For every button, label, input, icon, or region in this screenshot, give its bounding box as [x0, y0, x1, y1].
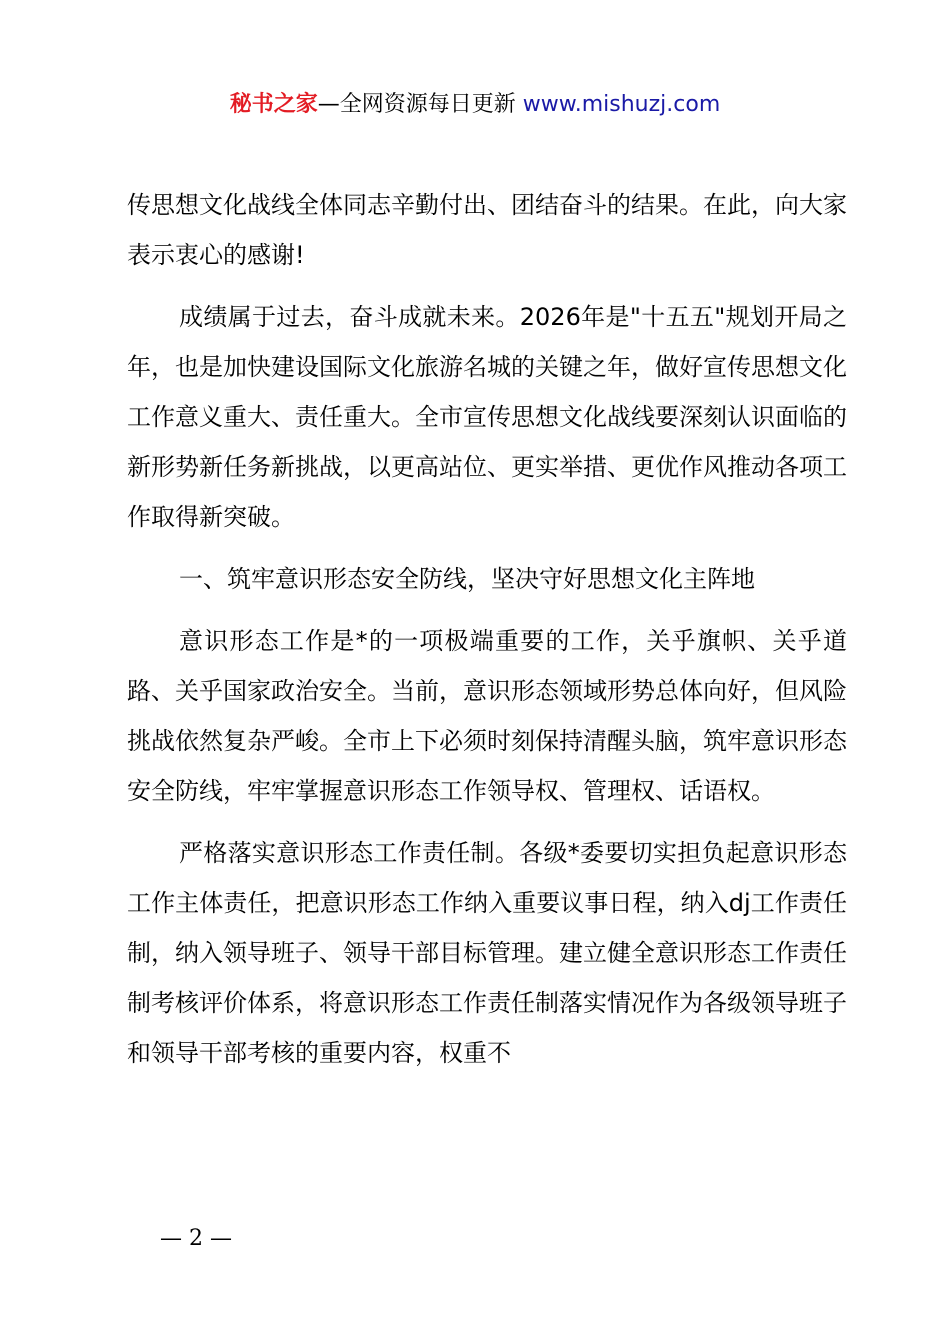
site-brand: 秘书之家 [229, 92, 318, 117]
site-url[interactable]: www.mishuzj.com [522, 92, 721, 117]
paragraph: 成绩属于过去，奋斗成就未来。2026年是"十五五"规划开局之年，也是加快建设国际文化旅游名城的关键之年，做好宣传思想文化工作意义重大、责任重大。全市宣传思想文化战线要深刻认识面临的新形势新任务新挑战，以更高站位、更实举措、更优作风推动各项工作取得新突破。 [127, 303, 847, 531]
paragraph-continued: 传思想文化战线全体同志辛勤付出、团结奋斗的结果。在此，向大家表示衷心的感谢! [127, 191, 847, 269]
site-header [0, 86, 950, 124]
site-tagline: —全网资源每日更新 [317, 92, 516, 117]
document-body [127, 180, 847, 1090]
section-heading: 一、筑牢意识形态安全防线，坚决守好思想文化主阵地 [179, 565, 755, 593]
paragraph: 严格落实意识形态工作责任制。各级*委要切实担负起意识形态工作主体责任，把意识形态工作纳入重要议事日程，纳入dj工作责任制，纳入领导班子、领导干部目标管理。建立健全意识形态工作责任制考核评价体系，将意识形态工作责任制落实情况作为各级领导班子和领导干部考核的重要内容，权重不 [127, 839, 847, 1067]
page-number: — 2 — [160, 1226, 232, 1251]
paragraph: 意识形态工作是*的一项极端重要的工作，关乎旗帜、关乎道路、关乎国家政治安全。当前，意识形态领域形势总体向好，但风险挑战依然复杂严峻。全市上下必须时刻保持清醒头脑，筑牢意识形态安全防线，牢牢掌握意识形态工作领导权、管理权、话语权。 [127, 627, 847, 805]
